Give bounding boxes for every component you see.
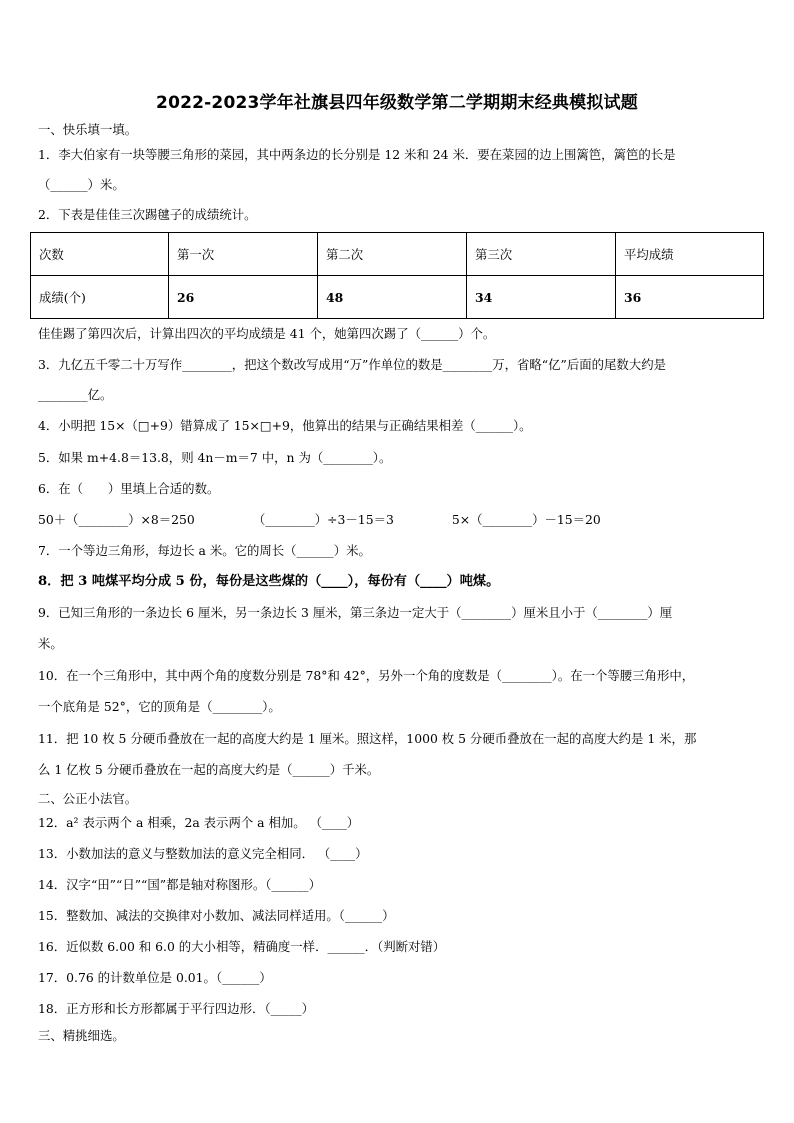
- question-3-line-1: 3．九亿五千零二十万写作________，把这个数改写成用“万”作单位的数是________万，省略“亿”后面的尾数大约是: [38, 357, 666, 372]
- table-cell: 36: [616, 276, 764, 319]
- table-cell: 34: [467, 276, 616, 319]
- section-heading-2: 二、公正小法官。: [38, 791, 138, 806]
- table-header-cell: 第二次: [318, 233, 467, 276]
- question-2-intro: 2．下表是佳佳三次踢毽子的成绩统计。: [38, 207, 257, 222]
- question-9-line-2: 米。: [38, 636, 63, 651]
- table-header-cell: 第一次: [169, 233, 318, 276]
- question-12: 12．a² 表示两个 a 相乘，2a 表示两个 a 相加。 （____）: [38, 815, 360, 830]
- question-1-line-2: （______）米。: [38, 177, 125, 192]
- table-row: [31, 276, 764, 319]
- question-2-followup: 佳佳踢了第四次后，计算出四次的平均成绩是 41 个，她第四次踢了（______）个。: [38, 326, 496, 341]
- table-header-cell: 次数: [31, 233, 169, 276]
- question-5: 5．如果 m+4.8＝13.8，则 4n－m＝7 中，n 为（________）。: [38, 450, 392, 465]
- table-cell: 48: [318, 276, 467, 319]
- table-header-cell: 平均成绩: [616, 233, 764, 276]
- question-4: 4．小明把 15×（□+9）错算成了 15×□+9，他算出的结果与正确结果相差（______）。: [38, 418, 532, 433]
- section-heading-3: 三、精挑细选。: [38, 1028, 125, 1043]
- question-10-line-1: 10．在一个三角形中，其中两个角的度数分别是 78°和 42°，另外一个角的度数是（________）。在一个等腰三角形中，: [38, 668, 695, 683]
- question-6-expressions: [38, 512, 601, 528]
- page-title: 2022-2023学年社旗县四年级数学第二学期期末经典模拟试题: [156, 93, 638, 113]
- question-9-line-1: 9．已知三角形的一条边长 6 厘米，另一条边长 3 厘米，第三条边一定大于（________）厘米且小于（________）厘: [38, 605, 673, 620]
- table-header-row: [31, 233, 764, 276]
- question-13: 13．小数加法的意义与整数加法的意义完全相同． （____）: [38, 846, 368, 861]
- question-18: 18．正方形和长方形都属于平行四边形．（_____）: [38, 1001, 314, 1016]
- section-heading-1: 一、快乐填一填。: [38, 122, 138, 137]
- expression-2: （________）÷3－15＝3: [252, 512, 394, 527]
- table-row-label: 成绩(个): [31, 276, 169, 319]
- expression-1: 50＋（________）×8＝250: [38, 512, 195, 527]
- question-7: 7．一个等边三角形，每边长 a 米。它的周长（______）米。: [38, 543, 371, 558]
- question-11-line-2: 么 1 亿枚 5 分硬币叠放在一起的高度大约是（______）千米。: [38, 762, 380, 777]
- question-16: 16．近似数 6.00 和 6.0 的大小相等，精确度一样．______．（判断对错）: [38, 939, 446, 954]
- question-15: 15．整数加、减法的交换律对小数加、减法同样适用。（______）: [38, 908, 395, 923]
- question-10-line-2: 一个底角是 52°，它的顶角是（________）。: [38, 699, 281, 714]
- table-cell: 26: [169, 276, 318, 319]
- question-11-line-1: 11．把 10 枚 5 分硬币叠放在一起的高度大约是 1 厘米。照这样，1000 枚 5 分硬币叠放在一起的高度大约是 1 米，那: [38, 731, 697, 746]
- table-header-cell: 第三次: [467, 233, 616, 276]
- question-14: 14．汉字“田”“日”“国”都是轴对称图形。（______）: [38, 877, 321, 892]
- question-6-intro: 6．在（ ）里填上合适的数。: [38, 481, 220, 496]
- question-17: 17．0.76 的计数单位是 0.01。（______）: [38, 970, 272, 985]
- question-8: 8．把 3 吨煤平均分成 5 份，每份是这些煤的（____），每份有（____）吨煤。: [38, 574, 500, 589]
- expression-3: 5×（________）－15＝20: [451, 512, 601, 527]
- question-1-line-1: 1．李大伯家有一块等腰三角形的菜园，其中两条边的长分别是 12 米和 24 米．要在菜园的边上围篱笆，篱笆的长是: [38, 147, 676, 162]
- question-3-line-2: ________亿。: [38, 387, 113, 402]
- score-table: [30, 232, 764, 319]
